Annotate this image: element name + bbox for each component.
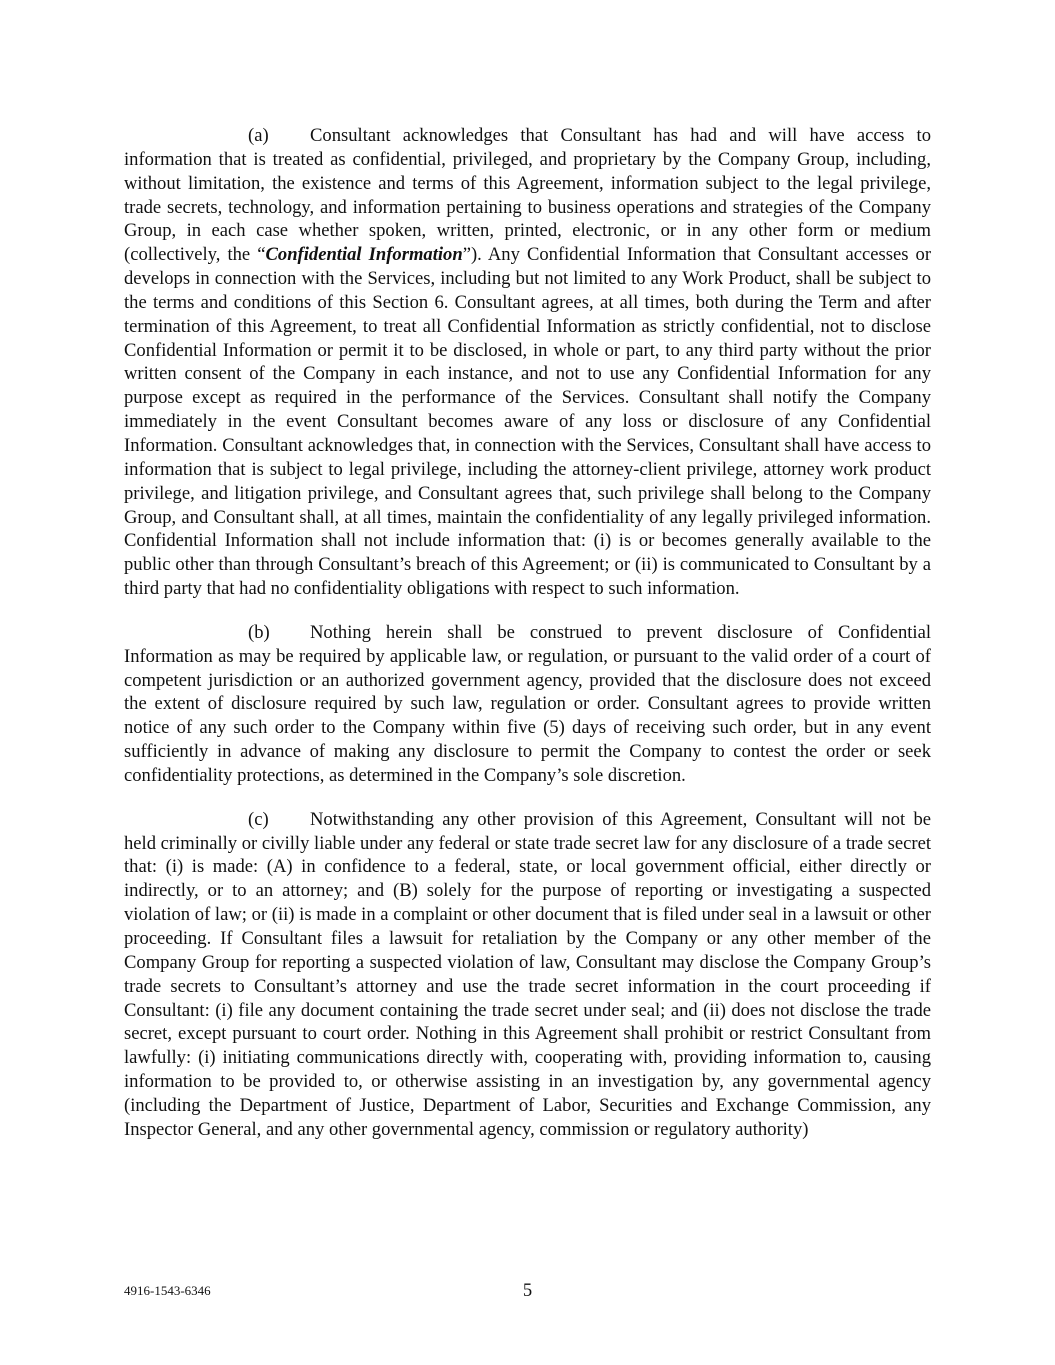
paragraph-c bbox=[124, 808, 931, 1142]
paragraph-text: ”). Any Confidential Information that Consultant accesses or develops in connection with the Services, including but not limited to any Work Product, shall be subject to the terms and conditions of this Section 6. Consultant agrees, at all times, both during the Term and after termination of this Agreement, to treat all Confidential Information as strictly confidential, not to disclose Confidential Information or permit it to be disclosed, in whole or part, to any third party without the prior written consent of the Company in each instance, and not to use any Confidential Information for any purpose except as required in the performance of the Services. Consultant shall notify the Company immediately in the event Consultant becomes aware of any loss or disclosure of any Confidential Information. Consultant acknowledges that, in connection with the Services, Consultant shall have access to information that is subject to legal privilege, including the attorney-client privilege, attorney work product privilege, and litigation privilege, and Consultant agrees that, such privilege shall belong to the Company Group, and Consultant shall, at all times, maintain the confidentiality of any legally privileged information. Confidential Information shall not include information that: (i) is or becomes generally available to the public other than through Consultant’s breach of this Agreement; or (ii) is communicated to Consultant by a third party that had no confidentiality obligations with respect to such information. bbox=[124, 244, 932, 600]
paragraph-label: (c) bbox=[248, 808, 269, 830]
paragraph-text: Consultant acknowledges that Consultant has had and will have access to information that is treated as confidential, privileged, and proprietary by the Company Group, including, without limitation, the existence and terms of this Agreement, information subject to the legal privilege, trade secrets, technology, and information pertaining to business operations and strategies of the Company Group, in each case whether spoken, written, printed, electronic, or in any other form or medium (collectively, the “ bbox=[124, 125, 931, 266]
document-body bbox=[124, 124, 931, 1162]
paragraph-b bbox=[124, 621, 931, 788]
page-number: 5 bbox=[522, 1280, 533, 1301]
paragraph-text: Notwithstanding any other provision of this Agreement, Consultant will not be held criminally or civilly liable under any federal or state trade secret law for any disclosure of a trade secret that: (i) is made: (A) in confidence to a federal, state, or local government official, either directly or indirectly, or to an attorney; and (B) solely for the purpose of reporting or investigating a suspected violation of law; or (ii) is made in a complaint or other document that is filed under seal in a lawsuit or other proceeding. If Consultant files a lawsuit for retaliation by the Company or any other member of the Company Group for reporting a suspected violation of law, Consultant may disclose the Company Group’s trade secrets to Consultant’s attorney and use the trade secret information in the court proceeding if Consultant: (i) file any document containing the trade secret under seal; and (ii) does not disclose the trade secret, except pursuant to court order. Nothing in this Agreement shall prohibit or restrict Consultant from lawfully: (i) initiating communications directly with, cooperating with, providing information to, causing information to be provided to, or otherwise assisting in an investigation by, any governmental agency (including the Department of Justice, Department of Labor, Securities and Exchange Commission, any Inspector General, and any other governmental agency, commission or regulatory authority) bbox=[124, 808, 931, 1140]
document-id: 4916-1543-6346 bbox=[124, 1283, 211, 1298]
paragraph-text: Nothing herein shall be construed to prevent disclosure of Confidential Information as may be required by applicable law, or regulation, or pursuant to the valid order of a court of competent jurisdiction or an authorized government agency, provided that the disclosure does not exceed the extent of disclosure required by such law, regulation or order. Consultant agrees to provide written notice of any such order to the Company within five (5) days of receiving such order, but in any event sufficiently in advance of making any disclosure to permit the Company to contest the order or seek confidentiality protections, as determined in the Company’s sole discretion. bbox=[124, 621, 931, 786]
paragraph-label: (b) bbox=[248, 621, 270, 643]
defined-term: Confidential Information bbox=[265, 244, 463, 266]
paragraph-label: (a) bbox=[248, 125, 269, 146]
paragraph-a bbox=[124, 124, 931, 601]
